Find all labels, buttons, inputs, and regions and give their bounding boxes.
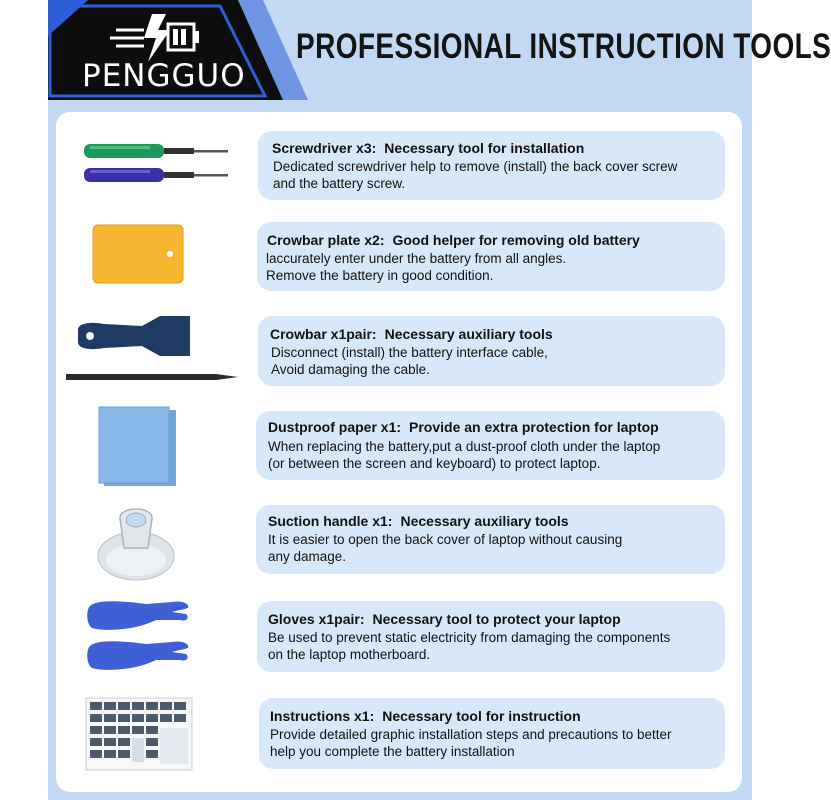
tool-name: Crowbar plate x2: — [267, 232, 385, 248]
tool-name: Suction handle x1: — [268, 513, 393, 529]
tool-description-line: Disconnect (install) the battery interface cable, — [271, 345, 548, 360]
tool-description — [268, 438, 660, 472]
tool-description — [273, 158, 677, 192]
tool-description-line: help you complete the battery installation — [270, 744, 515, 759]
tool-card-gloves — [257, 601, 725, 672]
tool-description — [271, 344, 548, 378]
tool-description-line: When replacing the battery,put a dust-proof cloth under the laptop — [268, 439, 661, 454]
tool-tagline: Necessary tool for instruction — [382, 708, 581, 724]
tool-name: Gloves x1pair: — [268, 611, 365, 627]
tool-card-heading — [268, 611, 621, 627]
tool-description — [266, 250, 566, 284]
header-banner — [48, 0, 831, 100]
tool-description-line: any damage. — [268, 549, 347, 564]
tool-tagline: Necessary tool for installation — [384, 140, 585, 156]
tool-card-heading — [270, 326, 553, 342]
tool-tagline: Necessary auxiliary tools — [384, 326, 553, 342]
tool-name: Screwdriver x3: — [272, 140, 377, 156]
tool-description-line: Be used to prevent static electricity from damaging the components — [268, 630, 671, 645]
suction-handle-icon — [96, 500, 180, 584]
tool-description-line: on the laptop motherboard. — [268, 647, 431, 662]
tool-description-line: and the battery screw. — [273, 176, 406, 191]
tool-name: Instructions x1: — [270, 708, 375, 724]
tool-description-line: Dedicated screwdriver help to remove (install) the back cover screw — [273, 159, 678, 174]
tool-card-screwdriver — [258, 131, 725, 200]
tool-card-heading — [270, 708, 581, 724]
tool-card-dustproof-paper — [256, 411, 725, 480]
tool-description — [270, 726, 672, 760]
tool-description-line: Avoid damaging the cable. — [271, 362, 430, 377]
tool-name: Dustproof paper x1: — [268, 419, 402, 435]
brand-name: PENGGUO — [82, 58, 246, 94]
product-infographic — [48, 0, 831, 800]
tool-card-heading — [268, 419, 659, 435]
tool-description — [268, 629, 670, 663]
tool-tagline: Provide an extra protection for laptop — [409, 419, 659, 435]
tool-description-line: (or between the screen and keyboard) to protect laptop. — [268, 456, 601, 471]
tool-description-line: Provide detailed graphic installation steps and precautions to better — [270, 727, 672, 742]
tool-name: Crowbar x1pair: — [270, 326, 377, 342]
tool-card-heading — [267, 232, 640, 248]
tool-card-heading — [268, 513, 569, 529]
tool-card-crowbar — [258, 316, 725, 386]
tool-tagline: Necessary auxiliary tools — [400, 513, 569, 529]
dustproof-paper-icon — [98, 406, 178, 488]
tool-card-suction-handle — [256, 505, 725, 574]
tool-description-line: laccurately enter under the battery from all angles. — [266, 251, 567, 266]
tool-description — [268, 531, 622, 565]
tool-card-heading — [272, 140, 584, 156]
gloves-icon — [86, 596, 196, 678]
tool-tagline: Good helper for removing old battery — [392, 232, 640, 248]
tool-description-line: Remove the battery in good condition. — [266, 268, 494, 283]
page-title: PROFESSIONAL INSTRUCTION TOOLS — [296, 27, 831, 66]
tool-card-instructions — [259, 698, 725, 769]
crowbar-plate-icon — [92, 224, 184, 284]
tool-card-crowbar-plate — [257, 222, 725, 291]
instructions-sheet-icon — [86, 698, 192, 770]
tool-description-line: It is easier to open the back cover of laptop without causing — [268, 532, 623, 547]
crowbar-icon — [64, 312, 240, 388]
screwdriver-icon — [78, 136, 238, 192]
tool-tagline: Necessary tool to protect your laptop — [372, 611, 621, 627]
